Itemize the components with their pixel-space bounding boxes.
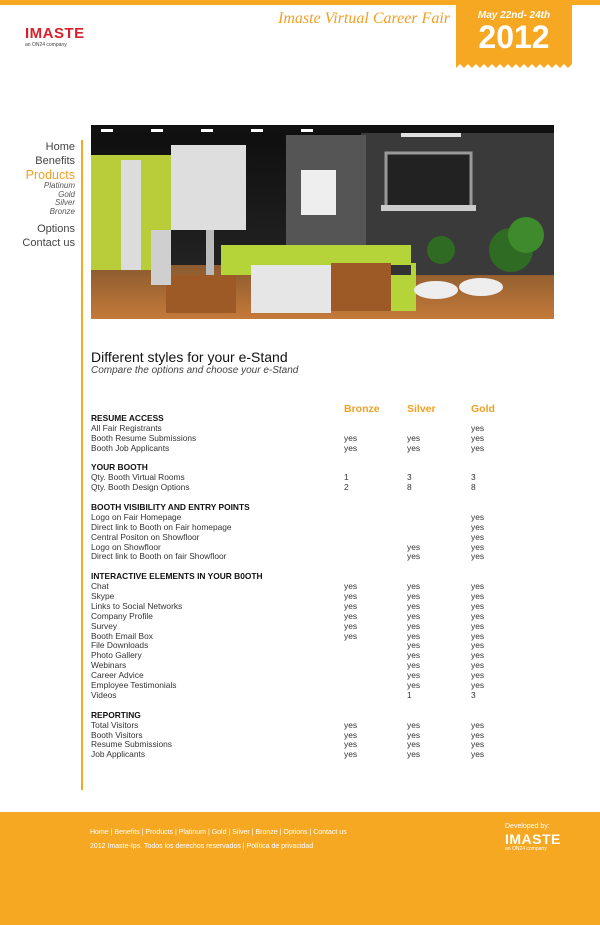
silver-cell: yes xyxy=(407,719,421,730)
gold-cell: 3 xyxy=(471,689,476,700)
row-label: Direct link to Booth on Fair homepage xyxy=(91,521,232,532)
row-label: Resume Submissions xyxy=(91,739,172,750)
silver-cell: 3 xyxy=(407,472,412,483)
bronze-cell: yes xyxy=(344,432,358,443)
silver-cell: yes xyxy=(407,432,421,443)
silver-cell: yes xyxy=(407,541,421,552)
row-label: Survey xyxy=(91,620,118,631)
nav-products[interactable]: Products xyxy=(25,168,75,182)
silver-cell: 1 xyxy=(407,689,412,700)
footer-link[interactable]: Home xyxy=(90,829,109,836)
bronze-cell: yes xyxy=(344,610,358,621)
gold-cell: yes xyxy=(471,739,485,750)
nav-bronze[interactable]: Bronze xyxy=(49,206,75,216)
bronze-cell: yes xyxy=(344,620,358,631)
table-row xyxy=(91,661,511,671)
nav-contact[interactable]: Contact us xyxy=(22,237,75,249)
section-title: REPORTING xyxy=(91,709,141,720)
event-year: 2012 xyxy=(478,19,550,55)
tier-header-gold: Gold xyxy=(471,403,495,415)
link-separator: | xyxy=(173,829,179,836)
silver-cell: yes xyxy=(407,660,421,671)
silver-cell: yes xyxy=(407,620,421,631)
gold-cell: yes xyxy=(471,660,485,671)
bronze-cell: yes xyxy=(344,749,358,760)
section-title: RESUME ACCESS xyxy=(91,413,164,423)
gold-cell: yes xyxy=(471,531,485,542)
table-row xyxy=(91,651,511,661)
row-label: Chat xyxy=(91,581,109,592)
virtual-booth-illustration xyxy=(91,125,554,319)
link-separator: | xyxy=(139,829,146,836)
silver-cell: yes xyxy=(407,551,421,562)
row-label: Skype xyxy=(91,591,115,602)
gold-cell: yes xyxy=(471,591,485,602)
row-label: Booth Email Box xyxy=(91,630,153,641)
row-label: Job Applicants xyxy=(91,749,146,760)
gold-cell: yes xyxy=(471,640,485,651)
bronze-cell: 2 xyxy=(344,482,349,493)
row-label: Links to Social Networks xyxy=(91,600,183,611)
gold-cell: yes xyxy=(471,610,485,621)
footer-imaste-logo[interactable]: IMASTE xyxy=(505,831,561,847)
link-separator: | xyxy=(307,829,314,836)
gold-cell: yes xyxy=(471,511,485,522)
gold-cell: 8 xyxy=(471,482,476,493)
row-label: Qty. Booth Design Options xyxy=(91,482,190,493)
imaste-logo[interactable] xyxy=(25,26,105,50)
gold-cell: yes xyxy=(471,442,485,453)
footer-copyright: 2012 Imaste-Ips. Todos los derechos reservados | Política de privacidad xyxy=(90,843,314,850)
row-label: Employee Testimonials xyxy=(91,680,177,691)
gold-cell: yes xyxy=(471,521,485,532)
tier-header-silver: Silver xyxy=(407,403,436,415)
bronze-cell: yes xyxy=(344,581,358,592)
silver-cell: yes xyxy=(407,640,421,651)
nav-gold[interactable]: Gold xyxy=(58,189,75,199)
table-row xyxy=(91,622,511,632)
table-row xyxy=(91,632,511,642)
tier-header-bronze: Bronze xyxy=(344,403,380,415)
row-label: Logo on Showfloor xyxy=(91,541,161,552)
gold-cell: yes xyxy=(471,729,485,740)
row-label: Booth Visitors xyxy=(91,729,143,740)
row-label: Booth Resume Submissions xyxy=(91,432,197,443)
silver-cell: yes xyxy=(407,442,421,453)
table-row xyxy=(91,740,511,750)
table-row xyxy=(91,750,511,760)
zigzag-edge xyxy=(456,62,572,68)
silver-cell: yes xyxy=(407,749,421,760)
section-title: INTERACTIVE ELEMENTS IN YOUR B0OTH xyxy=(91,571,263,582)
gold-cell: yes xyxy=(471,581,485,592)
nav-silver[interactable]: Silver xyxy=(54,198,75,207)
footer-link[interactable]: Bronze xyxy=(255,829,278,836)
silver-cell: yes xyxy=(407,729,421,740)
row-label: Company Profile xyxy=(91,610,153,621)
footer-logo-subtitle: an ON24 company xyxy=(505,846,547,852)
table-row xyxy=(91,483,511,493)
page-heading: Different styles for your e-Stand xyxy=(91,349,288,365)
gold-cell: yes xyxy=(471,650,485,661)
row-label: Logo on Fair Homepage xyxy=(91,511,182,522)
table-row xyxy=(91,552,511,562)
bronze-cell: yes xyxy=(344,630,358,641)
bronze-cell: yes xyxy=(344,719,358,730)
side-nav xyxy=(0,140,75,250)
row-label: Webinars xyxy=(91,660,127,671)
table-row xyxy=(91,721,511,731)
gold-cell: yes xyxy=(471,630,485,641)
link-separator: | xyxy=(249,829,256,836)
footer-link[interactable]: Silver xyxy=(232,829,250,836)
bronze-cell: yes xyxy=(344,729,358,740)
silver-cell: 8 xyxy=(407,482,412,493)
row-label: Qty. Booth Virtual Rooms xyxy=(91,472,185,483)
nav-benefits[interactable]: Benefits xyxy=(35,155,75,167)
silver-cell: yes xyxy=(407,739,421,750)
logo-text: IMASTE xyxy=(25,25,85,42)
row-label: Booth Job Applicants xyxy=(91,442,170,453)
section-title: YOUR BOOTH xyxy=(91,462,148,473)
gold-cell: yes xyxy=(471,541,485,552)
bronze-cell: yes xyxy=(344,739,358,750)
row-label: Career Advice xyxy=(91,670,144,681)
row-label: Central Positon on Showfloor xyxy=(91,531,200,542)
row-label: Videos xyxy=(91,689,117,700)
table-row xyxy=(91,582,511,592)
bronze-cell: 1 xyxy=(344,472,349,483)
bronze-cell: yes xyxy=(344,600,358,611)
comparison-table xyxy=(91,414,511,760)
event-title: Imaste Virtual Career Fair xyxy=(278,10,450,27)
nav-home[interactable]: Home xyxy=(45,141,75,153)
developed-by-label: Developed by: xyxy=(505,823,550,830)
row-label: All Fair Registrants xyxy=(91,422,162,433)
table-row xyxy=(91,444,511,454)
bronze-cell: yes xyxy=(344,591,358,602)
silver-cell: yes xyxy=(407,680,421,691)
link-separator: | xyxy=(277,829,284,836)
footer-link[interactable]: Options xyxy=(283,829,308,836)
gold-cell: yes xyxy=(471,600,485,611)
booth-render-image xyxy=(91,125,554,319)
section-title: BOOTH VISIBILITY AND ENTRY POINTS xyxy=(91,502,250,513)
gold-cell: yes xyxy=(471,620,485,631)
table-row xyxy=(91,612,511,622)
table-row xyxy=(91,681,511,691)
nav-options[interactable]: Options xyxy=(37,223,75,235)
gold-cell: yes xyxy=(471,680,485,691)
row-label: Direct link to Booth on fair Showfloor xyxy=(91,551,227,562)
date-badge xyxy=(456,0,572,62)
gold-cell: yes xyxy=(471,749,485,760)
table-row xyxy=(91,641,511,651)
link-separator: | xyxy=(108,829,115,836)
table-row xyxy=(91,602,511,612)
link-separator: | xyxy=(226,829,233,836)
silver-cell: yes xyxy=(407,630,421,641)
footer xyxy=(0,812,600,925)
nav-platinum[interactable]: Platinum xyxy=(43,181,75,190)
footer-links xyxy=(90,829,347,836)
gold-cell: yes xyxy=(471,422,485,433)
footer-link[interactable]: Platinum xyxy=(178,829,206,836)
table-row xyxy=(91,691,511,701)
silver-cell: yes xyxy=(407,670,421,681)
row-label: Total Visitors xyxy=(91,719,139,730)
bronze-cell: yes xyxy=(344,442,358,453)
row-label: Photo Gallery xyxy=(91,650,142,661)
page-subheading: Compare the options and choose your e-Stand xyxy=(91,365,299,376)
footer-link[interactable]: Contact us xyxy=(313,829,347,836)
row-label: File Downloads xyxy=(91,640,149,651)
logo-subtitle: an ON24 company xyxy=(25,42,67,48)
gold-cell: yes xyxy=(471,432,485,443)
silver-cell: yes xyxy=(407,591,421,602)
event-dates: May 22nd- 24th xyxy=(477,10,551,21)
silver-cell: yes xyxy=(407,650,421,661)
silver-cell: yes xyxy=(407,610,421,621)
gold-cell: yes xyxy=(471,670,485,681)
footer-link[interactable]: Gold xyxy=(211,829,227,836)
link-separator: | xyxy=(206,829,212,836)
gold-cell: 3 xyxy=(471,472,476,483)
gold-cell: yes xyxy=(471,719,485,730)
footer-link[interactable]: Products xyxy=(145,829,174,836)
silver-cell: yes xyxy=(407,581,421,592)
nav-divider xyxy=(81,140,83,790)
gold-cell: yes xyxy=(471,551,485,562)
silver-cell: yes xyxy=(407,600,421,611)
footer-link[interactable]: Benefits xyxy=(114,829,140,836)
